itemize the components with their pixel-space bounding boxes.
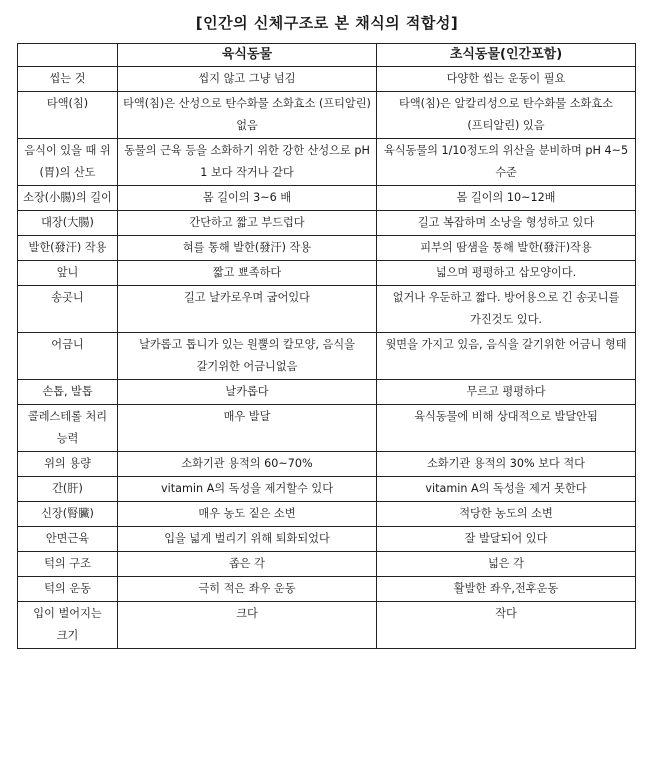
- table-row: [18, 139, 636, 186]
- row-label-cell: 발한(發汗) 작용: [18, 236, 118, 261]
- carnivore-cell: 혀를 통해 발한(發汗) 작용: [118, 236, 377, 261]
- table-row: [18, 477, 636, 502]
- row-label-cell: 소장(小腸)의 길이: [18, 186, 118, 211]
- herbivore-cell: 육식동물의 1/10정도의 위산을 분비하며 pH 4~5 수준: [377, 139, 636, 186]
- row-label-cell: 안면근육: [18, 527, 118, 552]
- carnivore-cell: 크다: [118, 602, 377, 649]
- comparison-table: [17, 43, 636, 649]
- row-label-cell: 어금니: [18, 333, 118, 380]
- carnivore-cell: 씹지 않고 그냥 넘김: [118, 67, 377, 92]
- table-row: [18, 236, 636, 261]
- herbivore-cell: 윗면을 가지고 있음, 음식을 갈기위한 어금니 형태: [377, 333, 636, 380]
- table-row: [18, 92, 636, 139]
- row-label-cell: 턱의 구조: [18, 552, 118, 577]
- table-row: [18, 405, 636, 452]
- header-herbivore: 초식동물(인간포함): [377, 44, 636, 67]
- table-row: [18, 380, 636, 405]
- table-row: [18, 602, 636, 649]
- carnivore-cell: 입을 넓게 벌리기 위해 퇴화되었다: [118, 527, 377, 552]
- row-label-cell: 손톱, 발톱: [18, 380, 118, 405]
- carnivore-cell: 몸 길이의 3~6 배: [118, 186, 377, 211]
- table-row: [18, 67, 636, 92]
- table-row: [18, 502, 636, 527]
- herbivore-cell: 잘 발달되어 있다: [377, 527, 636, 552]
- herbivore-cell: 넓으며 평평하고 삽모양이다.: [377, 261, 636, 286]
- carnivore-cell: 매우 농도 짙은 소변: [118, 502, 377, 527]
- table-body: [18, 67, 636, 649]
- herbivore-cell: 육식동물에 비해 상대적으로 발달안됨: [377, 405, 636, 452]
- header-carnivore: 육식동물: [118, 44, 377, 67]
- table-row: [18, 211, 636, 236]
- carnivore-cell: vitamin A의 독성을 제거할수 있다: [118, 477, 377, 502]
- herbivore-cell: 없거나 우둔하고 짧다. 방어용으로 긴 송곳니를 가진것도 있다.: [377, 286, 636, 333]
- carnivore-cell: 길고 날카로우며 굽어있다: [118, 286, 377, 333]
- table-header-row: [18, 44, 636, 67]
- herbivore-cell: 길고 복잡하며 소낭을 형성하고 있다: [377, 211, 636, 236]
- table-row: [18, 527, 636, 552]
- row-label-cell: 앞니: [18, 261, 118, 286]
- document-title: [인간의 신체구조로 본 채식의 적합성]: [195, 14, 459, 32]
- herbivore-cell: 작다: [377, 602, 636, 649]
- herbivore-cell: 무르고 평평하다: [377, 380, 636, 405]
- carnivore-cell: 좁은 각: [118, 552, 377, 577]
- herbivore-cell: 타액(침)은 알칼리성으로 탄수화물 소화효소(프티알린) 있음: [377, 92, 636, 139]
- carnivore-cell: 간단하고 짧고 부드럽다: [118, 211, 377, 236]
- row-label-cell: 음식이 있을 때 위(胃)의 산도: [18, 139, 118, 186]
- carnivore-cell: 동물의 근육 등을 소화하기 위한 강한 산성으로 pH 1 보다 작거나 같다: [118, 139, 377, 186]
- carnivore-cell: 소화기관 용적의 60~70%: [118, 452, 377, 477]
- herbivore-cell: 다양한 씹는 운동이 필요: [377, 67, 636, 92]
- herbivore-cell: vitamin A의 독성을 제거 못한다: [377, 477, 636, 502]
- table-row: [18, 577, 636, 602]
- row-label-cell: 씹는 것: [18, 67, 118, 92]
- carnivore-cell: 짧고 뾰족하다: [118, 261, 377, 286]
- carnivore-cell: 매우 발달: [118, 405, 377, 452]
- row-label-cell: 위의 용량: [18, 452, 118, 477]
- row-label-cell: 간(肝): [18, 477, 118, 502]
- carnivore-cell: 날카롭다: [118, 380, 377, 405]
- row-label-cell: 신장(腎臟): [18, 502, 118, 527]
- table-row: [18, 333, 636, 380]
- row-label-cell: 송곳니: [18, 286, 118, 333]
- herbivore-cell: 소화기관 용적의 30% 보다 적다: [377, 452, 636, 477]
- row-label-cell: 대장(大腸): [18, 211, 118, 236]
- carnivore-cell: 극히 적은 좌우 운동: [118, 577, 377, 602]
- row-label-cell: 콜레스테롤 처리 능력: [18, 405, 118, 452]
- table-row: [18, 286, 636, 333]
- carnivore-cell: 타액(침)은 산성으로 탄수화물 소화효소 (프티알린) 없음: [118, 92, 377, 139]
- row-label-cell: 타액(침): [18, 92, 118, 139]
- table-row: [18, 452, 636, 477]
- herbivore-cell: 적당한 농도의 소변: [377, 502, 636, 527]
- herbivore-cell: 피부의 땀샘을 통해 발한(發汗)작용: [377, 236, 636, 261]
- table-row: [18, 186, 636, 211]
- table-row: [18, 261, 636, 286]
- header-blank: [18, 44, 118, 67]
- herbivore-cell: 활발한 좌우,전후운동: [377, 577, 636, 602]
- herbivore-cell: 몸 길이의 10~12배: [377, 186, 636, 211]
- herbivore-cell: 넓은 각: [377, 552, 636, 577]
- row-label-cell: 입이 벌어지는 크기: [18, 602, 118, 649]
- carnivore-cell: 날카롭고 톱니가 있는 원뿔의 칼모양, 음식을 갈기위한 어금니없음: [118, 333, 377, 380]
- row-label-cell: 턱의 운동: [18, 577, 118, 602]
- table-row: [18, 552, 636, 577]
